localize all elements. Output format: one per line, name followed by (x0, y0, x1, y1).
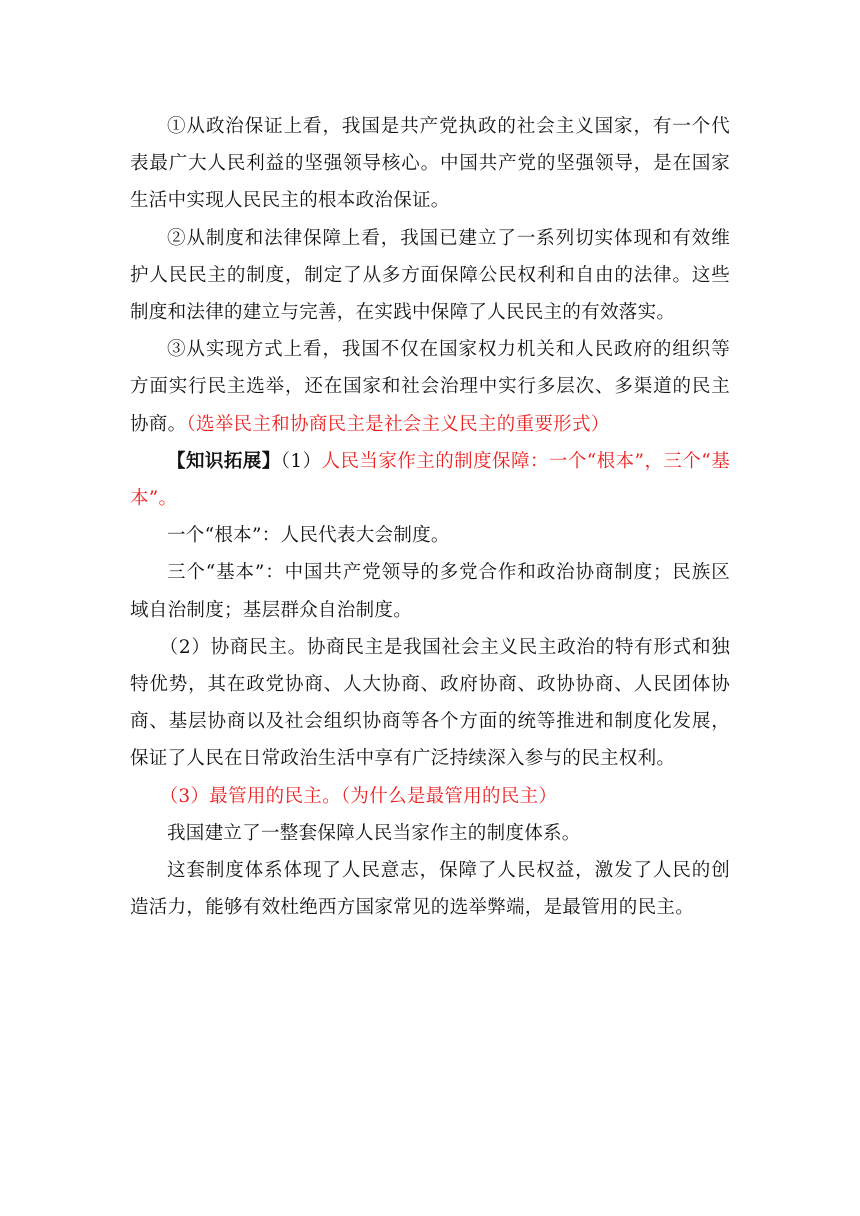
paragraph-knowledge-extension (130, 443, 730, 517)
paragraph-most-useful-democracy-heading: （3）最管用的民主。（为什么是最管用的民主） (159, 785, 558, 807)
paragraph-consultative-democracy: （2）协商民主。协商民主是我国社会主义民主政治的特有形式和独特优势，其在政党协商、人大协商、政府协商、政协协商、人民团体协商、基层协商以及社会组织协商等各个方面的统等推进和制度化发展，保证了人民在日常政治生活中享有广泛持续深入参与的民主权利。 (130, 636, 730, 770)
knowledge-extension-number: （1） (280, 450, 322, 472)
knowledge-extension-label: 【知识拓展】 (167, 450, 281, 472)
paragraph-political-guarantee: ①从政治保证上看，我国是共产党执政的社会主义国家，有一个代表最广大人民利益的坚强领导核心。中国共产党的坚强领导，是在国家生活中实现人民民主的根本政治保证。 (130, 116, 730, 212)
paragraph-implementation-text: ③从实现方式上看，我国不仅在国家权力机关和人民政府的组织等方面实行民主选举，还在国家和社会治理中实行多层次、多渠道的民主协商。 (130, 339, 730, 435)
paragraph-implementation-method (130, 331, 730, 443)
paragraph-one-fundamental: 一个“根本”：人民代表大会制度。 (167, 525, 450, 547)
document-page (130, 108, 730, 926)
paragraph-institutional-system: 我国建立了一整套保障人民当家作主的制度体系。 (167, 822, 581, 844)
paragraph-three-basics: 三个“基本”：中国共产党领导的多党合作和政治协商制度；民族区域自治制度；基层群众自治制度。 (130, 562, 730, 621)
paragraph-system-benefits: 这套制度体系体现了人民意志，保障了人民权益，激发了人民的创造活力，能够有效杜绝西方国家常见的选举弊端，是最管用的民主。 (130, 860, 730, 919)
knowledge-extension-heading: 人民当家作主的制度保障：一个“根本”，三个“基本”。 (130, 450, 730, 510)
paragraph-institutional-legal-guarantee: ②从制度和法律保障上看，我国已建立了一系列切实体现和有效维护人民民主的制度，制定了从多方面保障公民权利和自由的法律。这些制度和法律的建立与完善，在实践中保障了人民民主的有效落实。 (130, 227, 730, 324)
election-consultation-note: （选举民主和协商民主是社会主义民主的重要形式） (186, 413, 610, 435)
